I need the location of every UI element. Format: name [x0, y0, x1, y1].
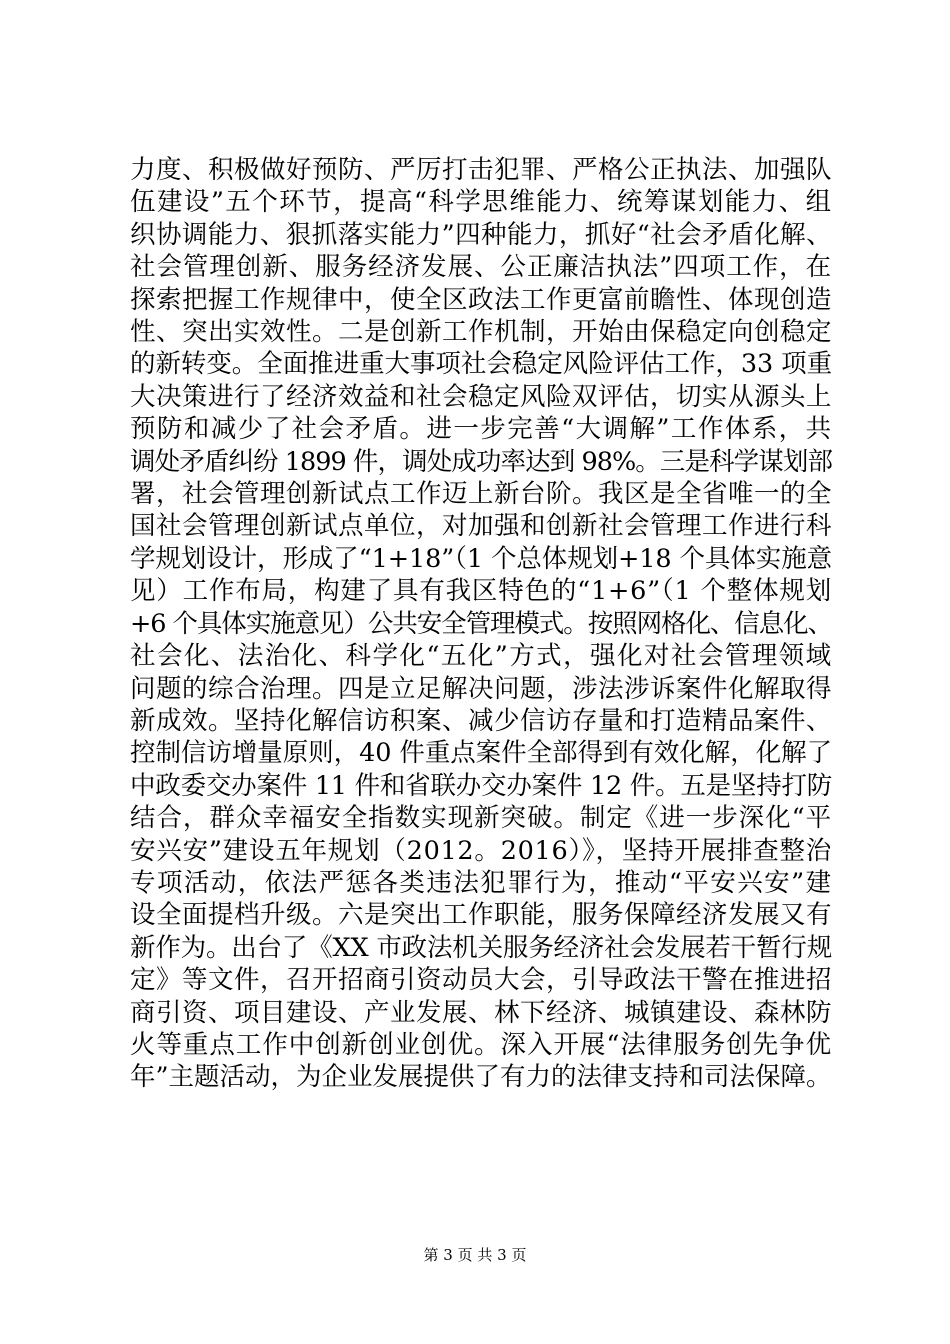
text-line: 调处矛盾纠纷 1899 件，调处成功率达到 98%。三是科学谋划部: [130, 446, 832, 477]
text-line: 见）工作布局，构建了具有我区特色的“1+6”（1 个整体规划: [130, 576, 832, 607]
text-line: 性、突出实效性。二是创新工作机制，开始由保稳定向创稳定: [130, 317, 833, 348]
text-line: 署，社会管理创新试点工作迈上新台阶。我区是全省唯一的全: [130, 479, 833, 510]
text-line: 国社会管理创新试点单位，对加强和创新社会管理工作进行科: [130, 511, 833, 542]
text-line: 预防和减少了社会矛盾。进一步完善“大调解”工作体系，共: [130, 414, 832, 445]
text-line: 安兴安”建设五年规划（2012。2016）》，坚持开展排查整治: [130, 835, 832, 866]
text-line: 的新转变。全面推进重大事项社会稳定风险评估工作，33 项重: [130, 349, 832, 380]
text-line: 大决策进行了经济效益和社会稳定风险双评估，切实从源头上: [130, 381, 833, 412]
text-line: +6 个具体实施意见）公共安全管理模式。按照网格化、信息化、: [130, 608, 832, 639]
text-line: 社会管理创新、服务经济发展、公正廉洁执法”四项工作，在: [130, 252, 832, 283]
text-line: 商引资、项目建设、产业发展、林下经济、城镇建设、森林防: [130, 997, 833, 1028]
text-line: 定》等文件，召开招商引资动员大会，引导政法干警在推进招: [130, 965, 833, 996]
text-line: 结合，群众幸福安全指数实现新突破。制定《进一步深化“平: [130, 803, 832, 834]
body-paragraph: [130, 154, 832, 1094]
text-line: 社会化、法治化、科学化“五化”方式，强化对社会管理领域: [130, 641, 832, 672]
text-line: 设全面提档升级。六是突出工作职能，服务保障经济发展又有: [130, 900, 833, 931]
text-line: 专项活动，依法严惩各类违法犯罪行为，推动“平安兴安”建: [130, 867, 832, 898]
text-line: 新成效。坚持化解信访积案、减少信访存量和打造精品案件、: [130, 705, 833, 736]
text-line: 新作为。出台了《XX 市政法机关服务经济社会发展若干暂行规: [130, 932, 832, 963]
text-line: 伍建设”五个环节，提高“科学思维能力、统筹谋划能力、组: [130, 187, 832, 218]
text-line: 问题的综合治理。四是立足解决问题，涉法涉诉案件化解取得: [130, 673, 833, 704]
text-line: 力度、积极做好预防、严厉打击犯罪、严格公正执法、加强队: [130, 155, 833, 185]
text-line: 织协调能力、狠抓落实能力”四种能力，抓好“社会矛盾化解、: [130, 219, 832, 250]
text-line: 中政委交办案件 11 件和省联办交办案件 12 件。五是坚持打防: [130, 770, 832, 801]
text-line: 火等重点工作中创新创业创优。深入开展“法律服务创先争优: [130, 1029, 832, 1060]
page-footer: 第 3 页 共 3 页: [423, 1246, 527, 1264]
text-line: 年”主题活动，为企业发展提供了有力的法律支持和司法保障。: [130, 1062, 832, 1093]
text-line: 探索把握工作规律中，使全区政法工作更富前瞻性、体现创造: [130, 284, 833, 315]
text-line: 学规划设计，形成了“1+18”（1 个总体规划+18 个具体实施意: [130, 543, 832, 574]
text-line: 控制信访增量原则，40 件重点案件全部得到有效化解，化解了: [130, 738, 832, 769]
